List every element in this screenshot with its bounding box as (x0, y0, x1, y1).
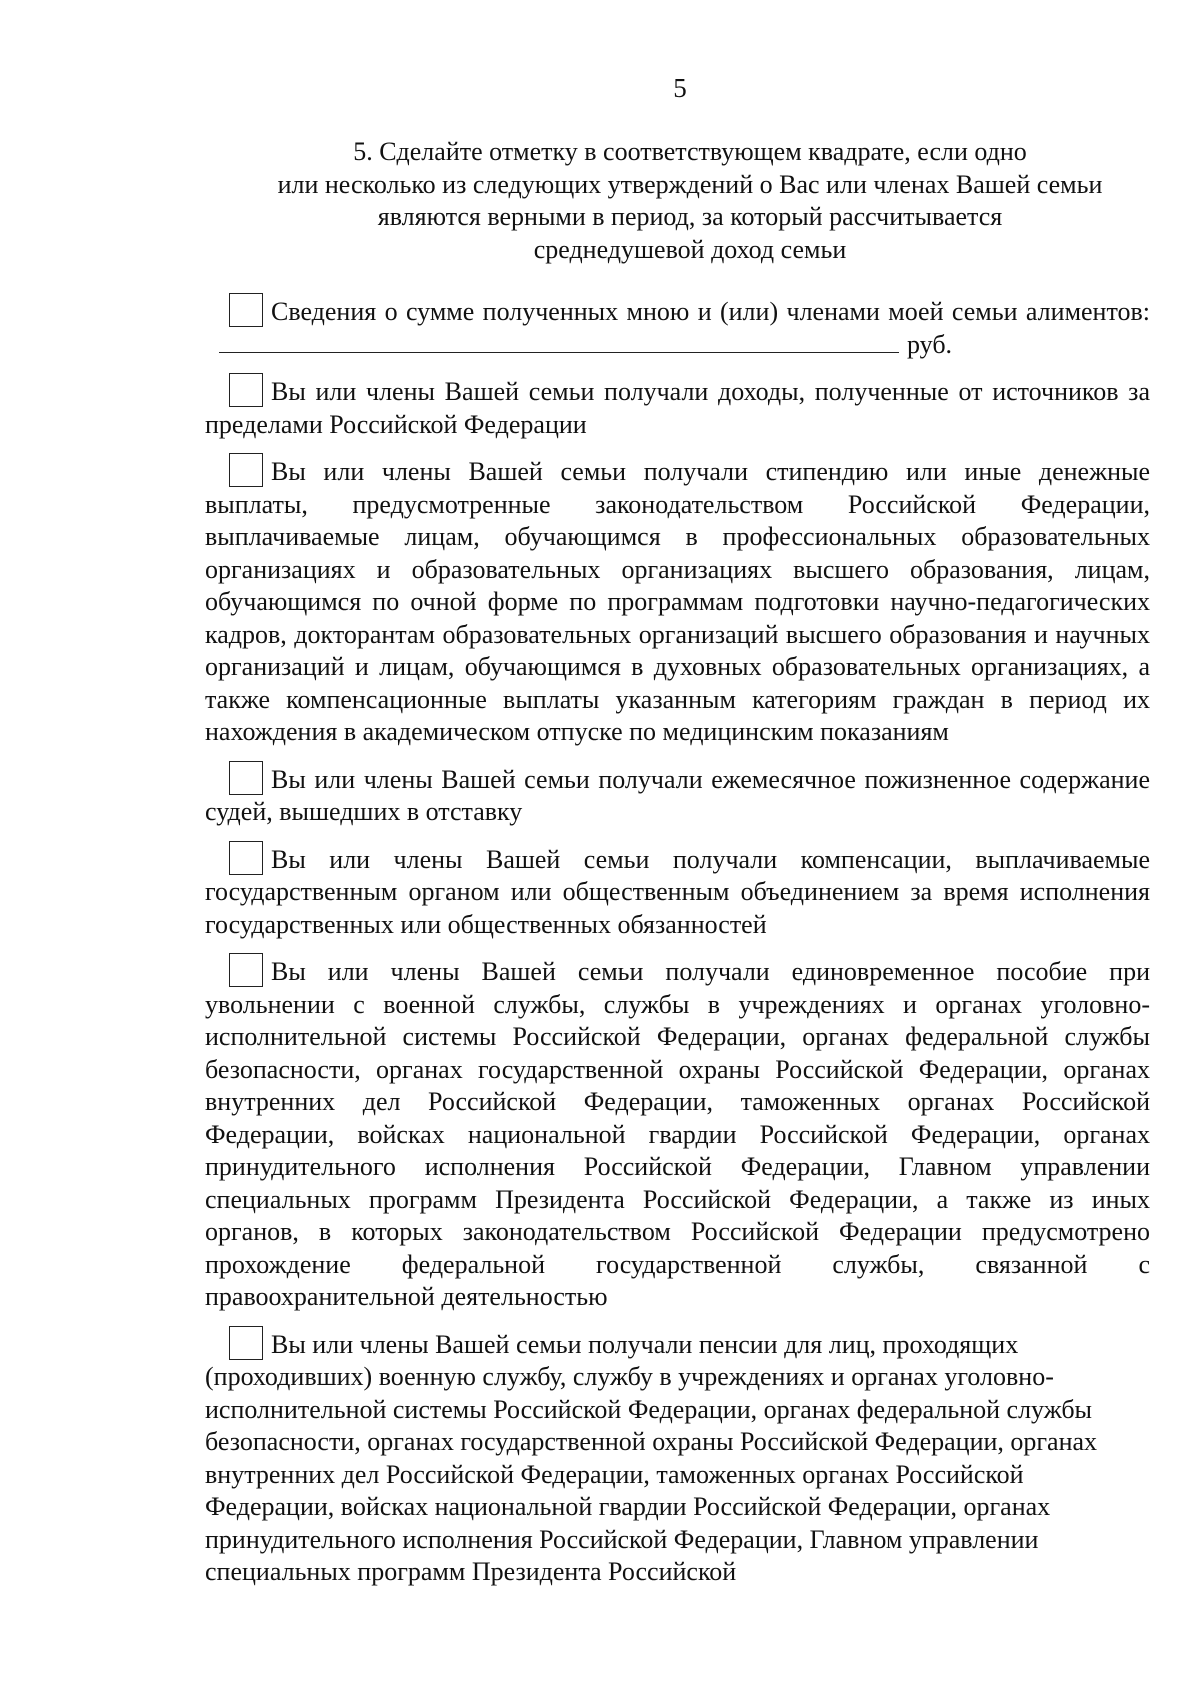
checkbox-military-pension[interactable] (229, 1326, 263, 1360)
statement-military-pension (205, 1326, 1150, 1589)
heading-line: или несколько из следующих утверждений о Вас или членах Вашей семьи (277, 169, 1103, 199)
alimony-amount-field[interactable] (219, 330, 899, 353)
heading-line: являются верными в период, за который рассчитывается (377, 202, 1003, 231)
checkbox-severance-benefit[interactable] (229, 953, 263, 987)
statement-alimony (205, 293, 1150, 361)
statement-judges-allowance (205, 761, 1150, 829)
checkbox-stipend[interactable] (229, 453, 263, 487)
statement-text: Вы или члены Вашей семьи получали стипендию или иные денежные выплаты, предусмотренные законодательством Российской Федерации, выплачиваемые лицам, обучающимся в профессиональных образовательных организациях и образовательных организациях высшего образования, лицам, обучающимся по очной форме по программам подготовки научно-педагогических кадров, докторантам образовательных организаций высшего образования и научных организаций и лицам, обучающимся в духовных образовательных организациях, а также компенсационные выплаты указанным категориям граждан в период их нахождения в академическом отпуске по медицинским показаниям (205, 457, 1150, 746)
heading-line: 5. Сделайте отметку в соответствующем квадрате, если одно (353, 137, 1027, 166)
statement-text: Вы или члены Вашей семьи получали единовременное пособие при увольнении с военной службы, службы в учреждениях и органах уголовно-исполнительной системы Российской Федерации, органах федеральной службы безопасности, органах государственной охраны Российской Федерации, органах внутренних дел Российской Федерации, таможенных органах Российской Федерации, войсках национальной гвардии Российской Федерации, органах принудительного исполнения Российской Федерации, Главном управлении специальных программ Президента Российской Федерации, а также из иных органов, в которых законодательством Российской Федерации предусмотрено прохождение федеральной государственной службы, связанной с правоохранительной деятельностью (205, 957, 1150, 1311)
statement-text: Вы или члены Вашей семьи получали пенсии для лиц, проходящих (проходивших) военную службу, службу в учреждениях и органах уголовно-исполнительной системы Российской Федерации, органах федеральной службы безопасности, органах государственной охраны Российской Федерации, органах внутренних дел Российской Федерации, таможенных органах Российской Федерации, войсках национальной гвардии Российской Федерации, органах принудительного исполнения Российской Федерации, Главном управлении специальных программ Президента Российской (205, 1329, 1098, 1586)
checkbox-compensation[interactable] (229, 841, 263, 875)
statement-text: Вы или члены Вашей семьи получали ежемесячное пожизненное содержание судей, вышедших в отставку (205, 764, 1150, 826)
checkbox-judges-allowance[interactable] (229, 761, 263, 795)
statement-foreign-income (205, 373, 1150, 441)
statement-severance-benefit (205, 953, 1150, 1314)
statement-text: Вы или члены Вашей семьи получали компенсации, выплачиваемые государственным органом или общественным объединением за время исполнения государственных или общественных обязанностей (205, 844, 1150, 939)
currency-unit: руб. (907, 329, 953, 359)
checkbox-foreign-income[interactable] (229, 373, 263, 407)
checkbox-alimony[interactable] (229, 293, 263, 327)
statement-list (205, 293, 1150, 1601)
statement-compensation (205, 841, 1150, 942)
statement-text: Сведения о сумме полученных мною и (или) членами моей семьи алиментов: (271, 297, 1150, 326)
section-heading (190, 136, 1190, 266)
statement-text: Вы или члены Вашей семьи получали доходы, полученные от источников за пределами Российской Федерации (205, 377, 1150, 439)
heading-line: среднедушевой доход семьи (533, 234, 847, 264)
page-number: 5 (673, 73, 687, 103)
statement-stipend (205, 453, 1150, 749)
